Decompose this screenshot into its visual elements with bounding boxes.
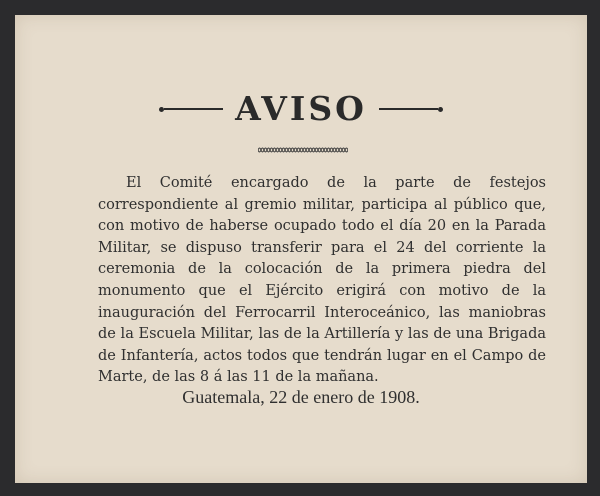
left-rule-ornament xyxy=(159,107,223,112)
notice-body: El Comité encargado de la parte de festejos correspondiente al gremio militar, participa al público que, con motivo de haberse ocupado todo el día 20 en la Parada Militar, se dispuso transferir para el 24 del corriente la ceremonia de la colocación de la primera piedra del monumento que el Ejército erigirá con motivo de la inauguración del Ferrocarril Interoceánico, las maniobras de la Escuela Militar, las de la Artillería y las de una Brigada de Infantería, actos todos que tendrán lugar en el Campo de Marte, de las 8 á las 11 de la mañana. xyxy=(98,175,546,386)
dateline: Guatemala, 22 de enero de 1908. xyxy=(182,387,420,407)
decorative-divider xyxy=(258,146,348,154)
right-rule-ornament xyxy=(379,107,443,112)
notice-title: AVISO xyxy=(235,89,367,128)
title-row xyxy=(15,89,587,129)
notice-sheet xyxy=(15,15,587,483)
